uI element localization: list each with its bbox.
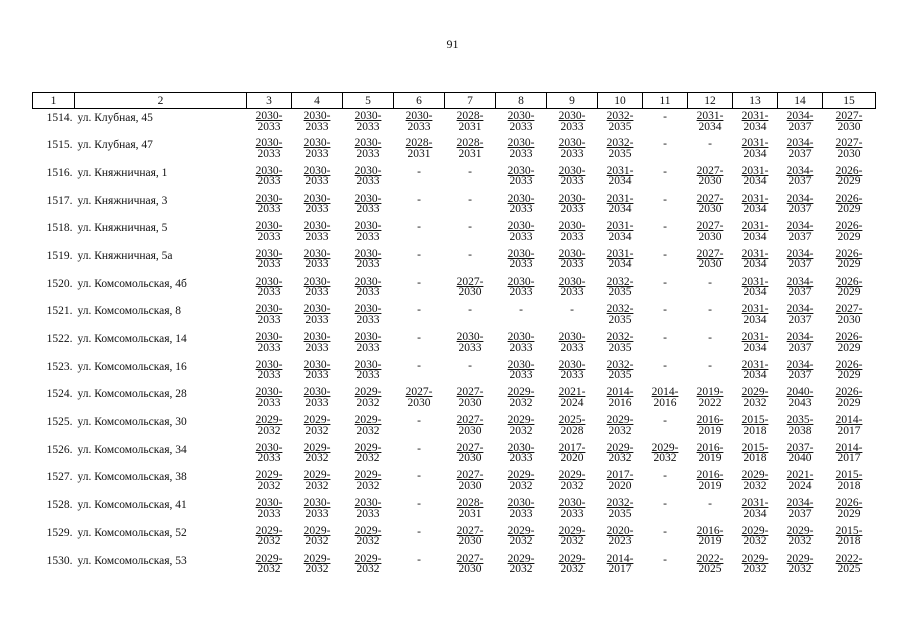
cell-col-4: $\frac{2030-}{2033}$ [303,303,331,326]
cell-col-14: $\frac{2034-}{2037}$ [786,247,814,271]
cell-col-9: $\frac{2030-}{2033}$ [558,358,586,382]
table-row [33,275,876,303]
cell-col-15: $\frac{2022-}{2025}$ [835,552,863,575]
cell-col-8: $\frac{2030-}{2033}$ [507,331,535,354]
cell-col-3: $\frac{2030-}{2033}$ [255,275,283,299]
cell-col-6: - [417,193,421,206]
cell-col-15: $\frac{2014-}{2017}$ [835,414,863,437]
cell-col-5: $\frac{2030-}{2033}$ [354,110,382,133]
cell-col-9: $\frac{2021-}{2024}$ [558,386,586,409]
cell-col-3: $\frac{2030-}{2033}$ [255,497,283,520]
cell-col-5: $\frac{2029-}{2032}$ [354,469,382,492]
cell-col-15: $\frac{2026-}{2029}$ [835,331,863,354]
cell-col-14: $\frac{2034-}{2037}$ [786,137,814,160]
cell-col-13: $\frac{2029-}{2032}$ [741,524,769,548]
cell-col-12: - [708,332,712,344]
cell-col-5: $\frac{2029-}{2032}$ [354,524,382,548]
row-number: 1528. [46,499,73,512]
cell-col-11: $\frac{2029-}{2032}$ [651,441,679,465]
cell-col-3: $\frac{2029-}{2032}$ [255,414,283,437]
row-address: ул. Клубная, 47 [77,139,153,152]
cell-col-11: - [663,553,667,566]
cell-col-8: - [519,304,523,317]
cell-col-12: - [708,359,712,372]
cell-col-10: $\frac{2014-}{2016}$ [606,386,634,409]
row-address: ул. Комсомольская, 4б [77,277,187,290]
cell-col-9: $\frac{2030-}{2033}$ [558,137,586,160]
cell-col-4: $\frac{2029-}{2032}$ [303,441,331,465]
cell-col-10: $\frac{2029-}{2032}$ [606,414,634,437]
row-number: 1526. [46,443,73,456]
cell-col-7: $\frac{2027-}{2030}$ [456,552,484,575]
cell-col-3: $\frac{2030-}{2033}$ [255,441,283,465]
cell-col-7: $\frac{2028-}{2031}$ [456,110,484,133]
cell-col-7: - [468,359,472,372]
cell-col-13: $\frac{2029-}{2032}$ [741,552,769,575]
cell-col-7: $\frac{2028-}{2031}$ [456,137,484,160]
cell-col-12: $\frac{2016-}{2019}$ [696,414,724,437]
cell-col-6: - [417,415,421,428]
cell-col-7: $\frac{2027-}{2030}$ [456,524,484,548]
cell-col-15: $\frac{2026-}{2029}$ [835,497,863,520]
cell-col-13: $\frac{2031-}{2034}$ [741,247,769,271]
row-number: 1519. [46,249,73,262]
cell-col-6: - [417,332,421,344]
cell-col-15: $\frac{2026-}{2029}$ [835,358,863,382]
row-number: 1520. [46,277,73,290]
cell-col-13: $\frac{2031-}{2034}$ [741,331,769,354]
cell-col-11: - [663,221,667,234]
cell-col-11: - [663,525,667,538]
cell-col-9: $\frac{2029-}{2032}$ [558,524,586,548]
cell-col-4: $\frac{2030-}{2033}$ [303,220,331,243]
cell-col-5: $\frac{2029-}{2032}$ [354,414,382,437]
cell-col-3: $\frac{2029-}{2032}$ [255,469,283,492]
cell-col-9: $\frac{2017-}{2020}$ [558,441,586,465]
cell-col-6: $\frac{2027-}{2030}$ [405,386,433,409]
row-number: 1522. [46,333,73,345]
cell-col-7: $\frac{2027-}{2030}$ [456,441,484,465]
cell-col-14: $\frac{2034-}{2037}$ [786,497,814,520]
cell-col-8: $\frac{2030-}{2033}$ [507,110,535,133]
table-row [33,385,876,413]
cell-col-12: - [708,276,712,289]
cell-col-13: $\frac{2031-}{2034}$ [741,192,769,216]
column-header-3: 3 [247,93,292,109]
cell-col-7: $\frac{2027-}{2030}$ [456,386,484,409]
cell-col-11: - [663,165,667,178]
cell-col-9: $\frac{2030-}{2033}$ [558,164,586,188]
cell-col-6: $\frac{2028-}{2031}$ [405,137,433,160]
cell-col-5: $\frac{2030-}{2033}$ [354,497,382,520]
cell-col-14: $\frac{2034-}{2037}$ [786,220,814,243]
cell-col-12: $\frac{2016-}{2019}$ [696,469,724,492]
cell-col-14: $\frac{2040-}{2043}$ [786,386,814,409]
cell-col-9: - [570,304,574,317]
cell-col-10: $\frac{2029-}{2032}$ [606,441,634,465]
cell-col-4: $\frac{2030-}{2033}$ [303,275,331,299]
cell-col-4: $\frac{2030-}{2033}$ [303,386,331,409]
cell-col-12: - [708,498,712,511]
cell-col-4: $\frac{2030-}{2033}$ [303,164,331,188]
cell-col-14: $\frac{2034-}{2037}$ [786,164,814,188]
cell-col-10: $\frac{2032-}{2035}$ [606,110,634,133]
column-header-1: 1 [33,93,75,109]
cell-col-3: $\frac{2029-}{2032}$ [255,552,283,575]
cell-col-11: - [663,276,667,289]
cell-col-9: $\frac{2030-}{2033}$ [558,497,586,520]
column-header-13: 13 [733,93,778,109]
cell-col-4: $\frac{2029-}{2032}$ [303,469,331,492]
column-header-7: 7 [445,93,496,109]
cell-col-12: - [708,304,712,317]
cell-col-15: $\frac{2015-}{2018}$ [835,469,863,492]
cell-col-11: - [663,248,667,261]
cell-col-5: $\frac{2030-}{2033}$ [354,164,382,188]
table-row [33,358,876,386]
cell-col-11: - [663,193,667,206]
row-number: 1517. [46,194,73,207]
row-number: 1521. [46,305,73,318]
column-header-6: 6 [394,93,445,109]
cell-col-3: $\frac{2030-}{2033}$ [255,303,283,326]
cell-col-13: $\frac{2031-}{2034}$ [741,497,769,520]
row-address: ул. Княжничная, 3 [77,194,168,207]
page-number: 91 [446,37,459,51]
row-number: 1515. [46,139,73,152]
cell-col-12: $\frac{2022-}{2025}$ [696,552,724,575]
cell-col-9: $\frac{2029-}{2032}$ [558,469,586,492]
table-row [33,164,876,192]
cell-col-14: $\frac{2021-}{2024}$ [786,469,814,492]
cell-col-14: $\frac{2034-}{2037}$ [786,303,814,326]
cell-col-8: $\frac{2029-}{2032}$ [507,552,535,575]
cell-col-10: $\frac{2031-}{2034}$ [606,192,634,216]
cell-col-5: $\frac{2029-}{2032}$ [354,552,382,575]
cell-col-9: $\frac{2025-}{2028}$ [558,414,586,437]
cell-col-5: $\frac{2030-}{2033}$ [354,358,382,382]
cell-col-3: $\frac{2029-}{2032}$ [255,524,283,548]
cell-col-15: $\frac{2026-}{2029}$ [835,386,863,409]
cell-col-15: $\frac{2026-}{2029}$ [835,192,863,216]
cell-col-13: $\frac{2031-}{2034}$ [741,303,769,326]
row-number: 1514. [46,112,73,124]
cell-col-10: $\frac{2014-}{2017}$ [606,552,634,575]
cell-col-13: $\frac{2031-}{2034}$ [741,164,769,188]
cell-col-9: $\frac{2030-}{2033}$ [558,247,586,271]
cell-col-8: $\frac{2030-}{2033}$ [507,275,535,299]
row-address: ул. Комсомольская, 52 [77,526,187,539]
cell-col-9: $\frac{2029-}{2032}$ [558,552,586,575]
cell-col-4: $\frac{2030-}{2033}$ [303,358,331,382]
cell-col-15: $\frac{2026-}{2029}$ [835,220,863,243]
cell-col-15: $\frac{2027-}{2030}$ [835,303,863,326]
row-number: 1516. [46,166,73,179]
column-header-8: 8 [496,93,547,109]
cell-col-3: $\frac{2030-}{2033}$ [255,192,283,216]
table-row [33,524,876,552]
cell-col-15: $\frac{2026-}{2029}$ [835,247,863,271]
table-row [33,330,876,358]
cell-col-9: $\frac{2030-}{2033}$ [558,110,586,133]
cell-col-7: $\frac{2027-}{2030}$ [456,414,484,437]
cell-col-3: $\frac{2030-}{2033}$ [255,164,283,188]
cell-col-6: $\frac{2030-}{2033}$ [405,110,433,133]
cell-col-12: $\frac{2019-}{2022}$ [696,386,724,409]
cell-col-4: $\frac{2029-}{2032}$ [303,414,331,437]
cell-col-6: - [417,248,421,261]
cell-col-9: $\frac{2030-}{2033}$ [558,220,586,243]
row-number: 1525. [46,416,73,429]
cell-col-13: $\frac{2015-}{2018}$ [741,414,769,437]
column-header-12: 12 [688,93,733,109]
cell-col-8: $\frac{2029-}{2032}$ [507,414,535,437]
cell-col-3: $\frac{2030-}{2033}$ [255,247,283,271]
cell-col-7: $\frac{2027-}{2030}$ [456,469,484,492]
row-address: ул. Клубная, 45 [77,112,153,124]
cell-col-14: $\frac{2034-}{2037}$ [786,110,814,133]
cell-col-6: - [417,359,421,372]
cell-col-13: $\frac{2031-}{2034}$ [741,358,769,382]
row-number: 1529. [46,526,73,539]
row-number: 1523. [46,360,73,373]
row-number: 1527. [46,471,73,484]
cell-col-8: $\frac{2030-}{2033}$ [507,164,535,188]
cell-col-6: - [417,276,421,289]
cell-col-12: $\frac{2016-}{2019}$ [696,441,724,465]
cell-col-9: $\frac{2030-}{2033}$ [558,275,586,299]
cell-col-12: $\frac{2027-}{2030}$ [696,220,724,243]
row-address: ул. Комсомольская, 28 [77,388,187,401]
cell-col-14: $\frac{2035-}{2038}$ [786,414,814,437]
cell-col-7: - [468,165,472,178]
cell-col-9: $\frac{2030-}{2033}$ [558,192,586,216]
cell-col-7: - [468,221,472,234]
cell-col-13: $\frac{2031-}{2034}$ [741,110,769,133]
cell-col-15: $\frac{2026-}{2029}$ [835,275,863,299]
cell-col-5: $\frac{2030-}{2033}$ [354,220,382,243]
cell-col-8: $\frac{2030-}{2033}$ [507,247,535,271]
cell-col-10: $\frac{2032-}{2035}$ [606,137,634,160]
table-row [33,136,876,164]
cell-col-7: - [468,193,472,206]
row-address: ул. Комсомольская, 16 [77,360,187,373]
cell-col-7: - [468,304,472,317]
cell-col-3: $\frac{2030-}{2033}$ [255,386,283,409]
row-address: ул. Комсомольская, 41 [77,499,187,512]
cell-col-8: $\frac{2030-}{2033}$ [507,220,535,243]
cell-col-8: $\frac{2030-}{2033}$ [507,137,535,160]
cell-col-14: $\frac{2037-}{2040}$ [786,441,814,465]
cell-col-4: $\frac{2030-}{2033}$ [303,110,331,133]
cell-col-8: $\frac{2030-}{2033}$ [507,358,535,382]
row-address: ул. Комсомольская, 8 [77,305,182,318]
cell-col-10: $\frac{2020-}{2023}$ [606,524,634,548]
column-header-4: 4 [292,93,343,109]
cell-col-11: - [663,111,667,123]
cell-col-10: $\frac{2031-}{2034}$ [606,247,634,271]
cell-col-10: $\frac{2031-}{2034}$ [606,164,634,188]
row-number: 1530. [46,554,73,567]
cell-col-5: $\frac{2030-}{2033}$ [354,192,382,216]
cell-col-6: - [417,470,421,483]
cell-col-12: - [708,138,712,151]
cell-col-12: $\frac{2027-}{2030}$ [696,164,724,188]
row-address: ул. Княжничная, 5 [77,222,168,235]
cell-col-12: $\frac{2027-}{2030}$ [696,247,724,271]
cell-col-4: $\frac{2030-}{2033}$ [303,192,331,216]
cell-col-5: $\frac{2030-}{2033}$ [354,137,382,160]
cell-col-8: $\frac{2030-}{2033}$ [507,497,535,520]
cell-col-13: $\frac{2031-}{2034}$ [741,137,769,160]
cell-col-12: $\frac{2031-}{2034}$ [696,110,724,133]
row-address: ул. Княжничная, 5а [77,249,173,262]
row-address: ул. Комсомольская, 53 [77,554,187,567]
cell-col-3: $\frac{2030-}{2033}$ [255,137,283,160]
table-row [33,496,876,524]
cell-col-4: $\frac{2030-}{2033}$ [303,247,331,271]
cell-col-8: $\frac{2030-}{2033}$ [507,192,535,216]
row-address: ул. Комсомольская, 34 [77,443,187,456]
table-row [33,247,876,275]
table-row [33,441,876,469]
cell-col-7: $\frac{2027-}{2030}$ [456,275,484,299]
cell-col-5: $\frac{2029-}{2032}$ [354,386,382,409]
cell-col-6: - [417,525,421,538]
cell-col-13: $\frac{2031-}{2034}$ [741,275,769,299]
cell-col-15: $\frac{2027-}{2030}$ [835,110,863,133]
cell-col-9: $\frac{2030-}{2033}$ [558,331,586,354]
cell-col-7: - [468,248,472,261]
cell-col-11: - [663,138,667,151]
cell-col-11: - [663,332,667,344]
cell-col-15: $\frac{2026-}{2029}$ [835,164,863,188]
row-address: ул. Комсомольская, 14 [77,333,187,345]
table-body [33,109,876,580]
table-row [33,413,876,441]
cell-col-6: - [417,498,421,511]
cell-col-8: $\frac{2030-}{2033}$ [507,441,535,465]
cell-col-5: $\frac{2030-}{2033}$ [354,331,382,354]
cell-col-6: - [417,221,421,234]
schedule-table [32,92,876,579]
column-header-9: 9 [547,93,598,109]
cell-col-13: $\frac{2031-}{2034}$ [741,220,769,243]
cell-col-7: $\frac{2030-}{2033}$ [456,331,484,354]
column-header-5: 5 [343,93,394,109]
cell-col-6: - [417,442,421,455]
cell-col-5: $\frac{2030-}{2033}$ [354,247,382,271]
table-row [33,109,876,137]
cell-col-14: $\frac{2029-}{2032}$ [786,552,814,575]
cell-col-4: $\frac{2030-}{2033}$ [303,137,331,160]
table-row [33,468,876,496]
cell-col-10: $\frac{2031-}{2034}$ [606,220,634,243]
column-header-14: 14 [778,93,823,109]
cell-col-6: - [417,553,421,566]
cell-col-14: $\frac{2034-}{2037}$ [786,331,814,354]
cell-col-11: - [663,498,667,511]
cell-col-10: $\frac{2032-}{2035}$ [606,497,634,520]
cell-col-15: $\frac{2027-}{2030}$ [835,137,863,160]
row-address: ул. Княжничная, 1 [77,166,168,179]
table-row [33,219,876,247]
cell-col-14: $\frac{2034-}{2037}$ [786,358,814,382]
cell-col-4: $\frac{2029-}{2032}$ [303,552,331,575]
row-number: 1518. [46,222,73,235]
row-number: 1524. [46,388,73,401]
cell-col-4: $\frac{2030-}{2033}$ [303,331,331,354]
cell-col-11: - [663,359,667,372]
cell-col-13: $\frac{2029-}{2032}$ [741,386,769,409]
cell-col-12: $\frac{2027-}{2030}$ [696,192,724,216]
cell-col-4: $\frac{2030-}{2033}$ [303,497,331,520]
cell-col-11: - [663,304,667,317]
cell-col-10: $\frac{2032-}{2035}$ [606,303,634,326]
table-row [33,302,876,330]
column-header-2: 2 [75,93,247,109]
cell-col-13: $\frac{2029-}{2032}$ [741,469,769,492]
cell-col-5: $\frac{2029-}{2032}$ [354,441,382,465]
cell-col-13: $\frac{2015-}{2018}$ [741,441,769,465]
cell-col-6: - [417,165,421,178]
cell-col-8: $\frac{2029-}{2032}$ [507,386,535,409]
column-header-row [33,93,876,109]
cell-col-3: $\frac{2030-}{2033}$ [255,331,283,354]
cell-col-10: $\frac{2032-}{2035}$ [606,358,634,382]
cell-col-11: $\frac{2014-}{2016}$ [651,386,679,409]
cell-col-15: $\frac{2014-}{2017}$ [835,441,863,465]
cell-col-10: $\frac{2032-}{2035}$ [606,331,634,354]
cell-col-3: $\frac{2030-}{2033}$ [255,110,283,133]
cell-col-10: $\frac{2017-}{2020}$ [606,469,634,492]
cell-col-8: $\frac{2029-}{2032}$ [507,469,535,492]
cell-col-12: $\frac{2016-}{2019}$ [696,524,724,548]
column-header-11: 11 [643,93,688,109]
column-header-15: 15 [823,93,876,109]
cell-col-15: $\frac{2015-}{2018}$ [835,524,863,548]
cell-col-4: $\frac{2029-}{2032}$ [303,524,331,548]
cell-col-7: $\frac{2028-}{2031}$ [456,497,484,520]
cell-col-10: $\frac{2032-}{2035}$ [606,275,634,299]
table-row [33,192,876,220]
column-header-10: 10 [598,93,643,109]
cell-col-11: - [663,415,667,428]
table-row [33,552,876,580]
row-address: ул. Комсомольская, 38 [77,471,187,484]
cell-col-5: $\frac{2030-}{2033}$ [354,275,382,299]
cell-col-14: $\frac{2034-}{2037}$ [786,192,814,216]
cell-col-8: $\frac{2029-}{2032}$ [507,524,535,548]
cell-col-3: $\frac{2030-}{2033}$ [255,220,283,243]
cell-col-14: $\frac{2029-}{2032}$ [786,524,814,548]
cell-col-11: - [663,470,667,483]
cell-col-5: $\frac{2030-}{2033}$ [354,303,382,326]
cell-col-6: - [417,304,421,317]
cell-col-14: $\frac{2034-}{2037}$ [786,275,814,299]
row-address: ул. Комсомольская, 30 [77,416,187,429]
cell-col-3: $\frac{2030-}{2033}$ [255,358,283,382]
